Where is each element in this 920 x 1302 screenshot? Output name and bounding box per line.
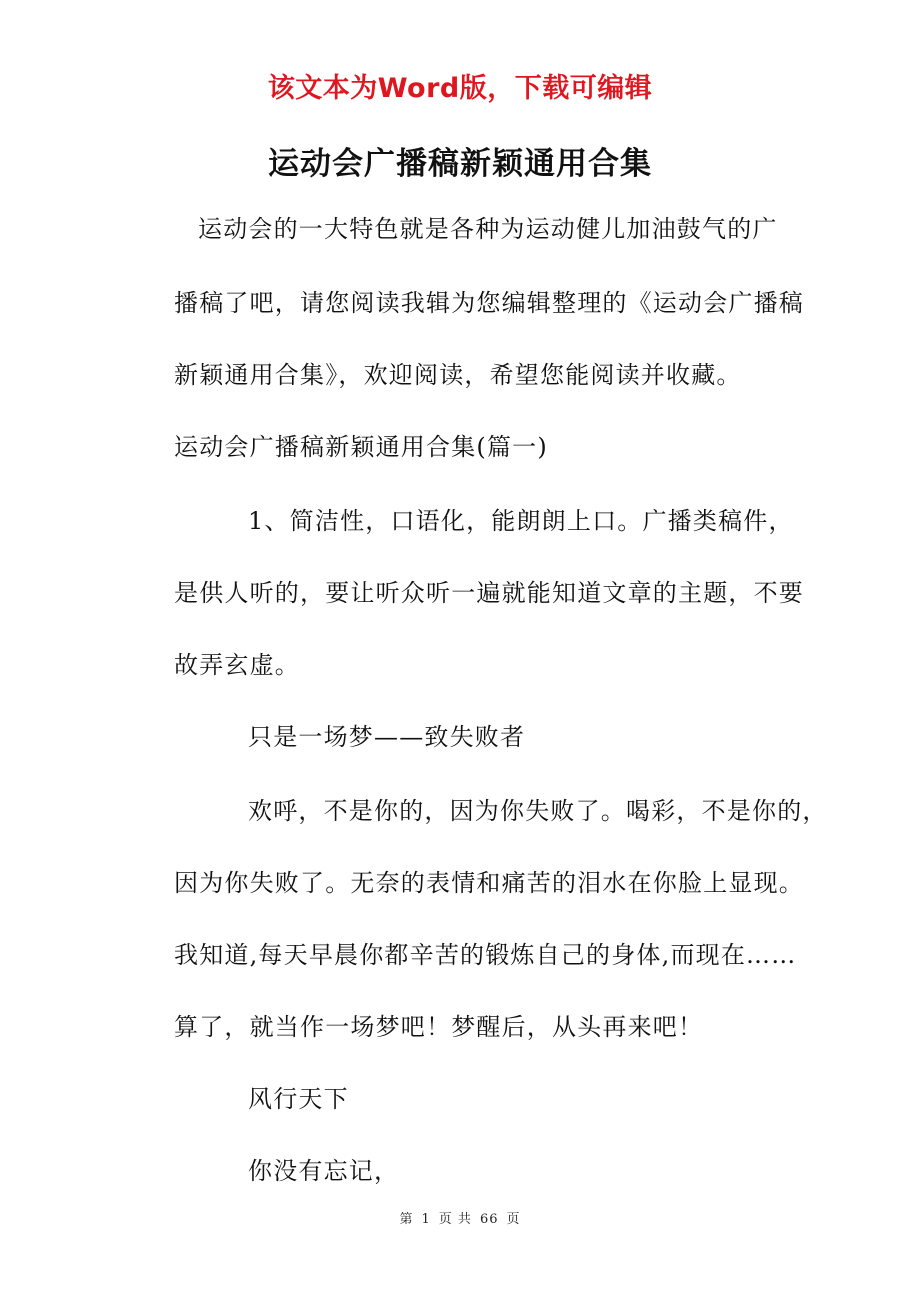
footer-prefix: 第 — [399, 1212, 414, 1227]
footer-suffix: 页 — [506, 1212, 521, 1227]
body-line: 播稿了吧，请您阅读我辑为您编辑整理的《运动会广播稿 — [174, 289, 804, 317]
body-line: 因为你失败了。无奈的表情和痛苦的泪水在你脸上显现。 — [174, 869, 804, 897]
footer-mid: 页 共 — [438, 1212, 472, 1227]
body-line: 算了，就当作一场梦吧！梦醒后，从头再来吧！ — [174, 1013, 704, 1041]
word-version-banner: 该文本为Word版，下载可编辑 — [267, 73, 653, 104]
body-line: 欢呼，不是你的，因为你失败了。喝彩，不是你的， — [248, 797, 828, 825]
body-line: 新颖通用合集》，欢迎阅读，希望您能阅读并收藏。 — [174, 361, 742, 389]
body-line: 是供人听的，要让听众听一遍就能知道文章的主题，不要 — [174, 579, 804, 607]
body-line: 我知道,每天早晨你都辛苦的锻炼自己的身体,而现在…… — [174, 941, 797, 969]
document-title: 运动会广播稿新颖通用合集 — [268, 146, 652, 182]
footer-page-number: 1 — [421, 1212, 431, 1227]
footer-total-pages: 66 — [479, 1212, 499, 1227]
page-footer — [0, 1208, 920, 1227]
body-line: 故弄玄虚。 — [174, 651, 300, 679]
body-line: 只是一场梦——致失败者 — [248, 723, 526, 751]
body-line: 你没有忘记， — [248, 1157, 400, 1185]
body-line: 1、简洁性，口语化，能朗朗上口。广播类稿件， — [248, 507, 794, 535]
body-line: 运动会的一大特色就是各种为运动健儿加油鼓气的广 — [198, 215, 778, 243]
body-line: 风行天下 — [248, 1085, 349, 1113]
section-heading: 运动会广播稿新颖通用合集(篇一) — [174, 433, 548, 461]
